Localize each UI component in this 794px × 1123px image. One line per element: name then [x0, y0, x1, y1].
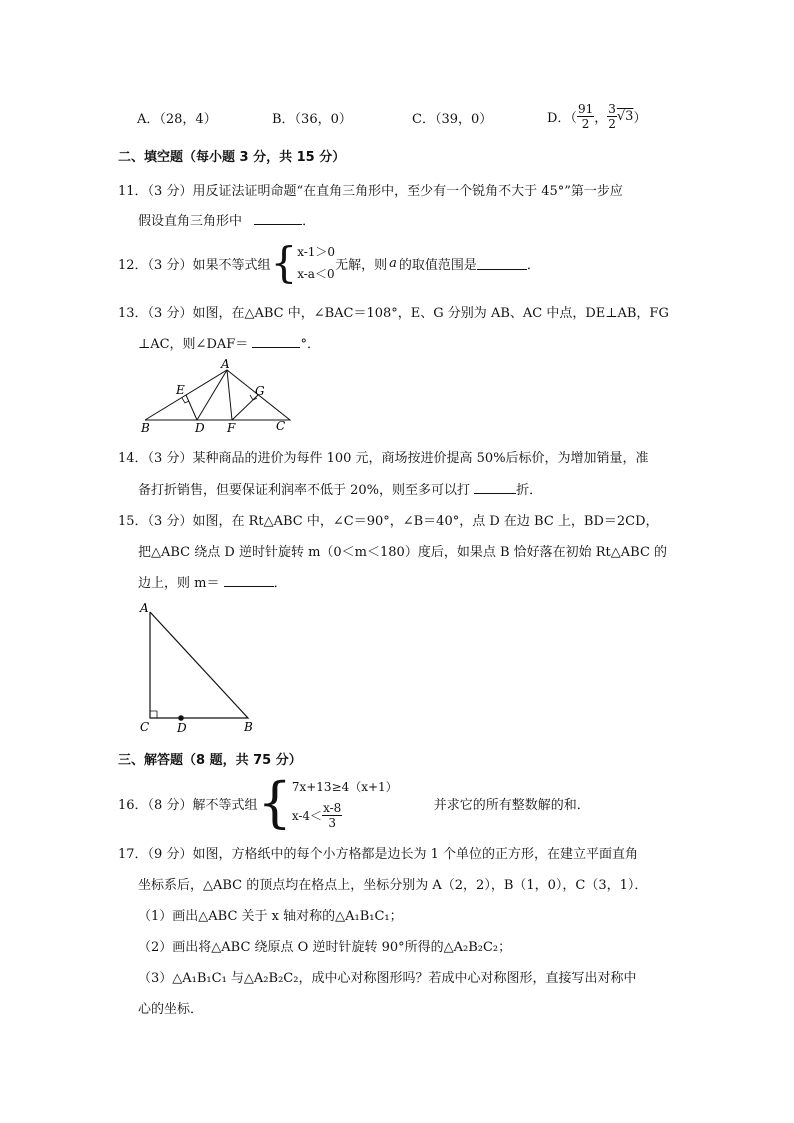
label-c: C: [140, 720, 150, 734]
q14-line-1: 14．（3 分）某种商品的进价为每件 100 元，商场按进价提高 50%后标价，为增加销量，准: [118, 451, 649, 466]
q15-answer-blank[interactable]: [224, 574, 274, 587]
q13-line-1: 13．（3 分）如图，在△ABC 中，∠BAC＝108°，E、G 分别为 AB、AC 中点，DE⊥AB，FG: [118, 306, 669, 321]
triangle-abc: [150, 612, 248, 718]
q15-right-triangle-figure: [132, 598, 272, 738]
label-f: F: [227, 421, 236, 434]
fraction-denominator: 3: [328, 815, 336, 830]
q13-answer-blank[interactable]: [252, 335, 300, 348]
q11-end: ．: [302, 214, 316, 229]
q15-text: 边上，则 m＝: [138, 576, 220, 591]
q14-answer-blank[interactable]: [474, 481, 516, 494]
q16-prefix: 16．（8 分）解不等式组: [118, 797, 258, 813]
q17-sub-1: （1）画出△ABC 关于 x 轴对称的△A₁B₁C₁；: [138, 909, 403, 924]
option-c: C．（39，0）: [412, 112, 493, 127]
point-d-icon: [178, 715, 184, 721]
label-a: A: [140, 601, 149, 615]
section-2-title: 二、填空题（每小题 3 分，共 15 分）: [118, 150, 346, 165]
option-d-prefix: D．（: [547, 110, 577, 126]
q12-mid: 无解，则: [335, 257, 388, 273]
option-d-suffix: ）: [633, 110, 647, 126]
fraction-denominator: 2: [581, 116, 590, 131]
q13-triangle-figure: [135, 356, 300, 434]
q16: [118, 771, 590, 834]
left-brace-icon: {: [257, 771, 292, 834]
q17-sub-2: （2）画出将△ABC 绕原点 O 逆时针旋转 90°所得的△A₂B₂C₂；: [138, 940, 512, 955]
q12-inequality-2: x-a＜0: [297, 267, 335, 281]
label-g: G: [255, 384, 265, 398]
q14-end: 折．: [516, 483, 543, 498]
option-d-comma: ，: [594, 110, 608, 126]
q12-suffix: 的取值范围是: [398, 257, 477, 273]
q15-end: ．: [273, 576, 287, 591]
q15-line-3: [138, 572, 287, 591]
left-brace-icon: {: [270, 238, 298, 287]
q12-var: a: [389, 255, 397, 271]
q17-sub-3-line-1: （3）△A₁B₁C₁ 与△A₂B₂C₂，成中心对称图形吗？若成中心对称图形，直接写出对称中: [138, 971, 637, 986]
q14-text: 备打折销售，但要保证利润率不低于 20%，则至多可以打: [138, 483, 471, 498]
label-d: D: [195, 421, 205, 434]
q12-end: ．: [526, 257, 540, 273]
q11-answer-blank[interactable]: [254, 212, 302, 225]
triangle-abc: [145, 370, 290, 420]
segment-de: [186, 395, 197, 420]
q17-line-2: 坐标系后，△ABC 的顶点均在格点上，坐标分别为 A（2，2），B（1，0），C（3，1）．: [138, 878, 648, 893]
q16-inequality-2: [292, 801, 398, 830]
q17-sub-3-line-2: 心的坐标．: [138, 1002, 204, 1017]
q12-answer-blank[interactable]: [477, 257, 527, 270]
q11-line-1: 11．（3 分）用反证法证明命题“在直角三角形中，至少有一个锐角不大于 45°”第一步应: [118, 184, 623, 199]
q15-line-1: 15．（3 分）如图，在 Rt△ABC 中，∠C＝90°，∠B＝40°，点 D 在边 BC 上，BD＝2CD，: [118, 514, 659, 529]
option-d-sqrt: √3: [616, 108, 634, 124]
option-a: A．（28，4）: [137, 112, 217, 127]
q12-inequality-1: x-1＞0: [297, 245, 336, 259]
fraction-numerator: 3: [608, 101, 616, 116]
q12-system: [297, 241, 335, 285]
segment-af: [227, 370, 232, 420]
q16-fraction: [322, 801, 342, 830]
q11-line-2: [138, 210, 315, 229]
option-b: B．（36，0）: [272, 112, 352, 127]
label-c: C: [276, 419, 286, 433]
option-d-fraction-1: [577, 102, 594, 131]
q12-prefix: 12．（3 分）如果不等式组: [118, 257, 271, 273]
q12: [118, 240, 540, 286]
label-b: B: [141, 421, 150, 434]
q11-text: 假设直角三角形中: [138, 214, 243, 229]
q16-system: [292, 777, 398, 830]
label-e: E: [176, 383, 185, 397]
q13-text: ⊥AC，则∠DAF＝: [138, 337, 249, 352]
q13-end: °．: [300, 337, 320, 352]
q17-line-1: 17．（9 分）如图，方格纸中的每个小方格都是边长为 1 个单位的正方形，在建立平面直角: [118, 847, 638, 862]
segment-fg: [232, 395, 258, 420]
label-a: A: [221, 357, 230, 371]
q16-suffix: 并求它的所有整数解的和．: [433, 797, 590, 813]
label-b: B: [244, 720, 253, 734]
q15-line-2: 把△ABC 绕点 D 逆时针旋转 m（0＜m＜180）度后，如果点 B 恰好落在初始 Rt△ABC 的: [138, 545, 668, 560]
label-d: D: [177, 721, 187, 735]
q14-line-2: [138, 479, 542, 498]
fraction-denominator: 2: [608, 116, 616, 131]
segment-ad: [197, 370, 227, 420]
fraction-numerator: 91: [577, 101, 594, 116]
option-d-fraction-2: [607, 102, 617, 131]
q13-line-2: [138, 333, 320, 352]
q16-inequality-1: 7x+13≥4（x+1）: [291, 779, 398, 794]
right-angle-mark-c: [150, 711, 157, 718]
q16-inequality-2-left: x-4＜: [291, 808, 323, 823]
fraction-numerator: x-8: [323, 800, 342, 815]
option-d: [547, 98, 646, 134]
section-3-title: 三、解答题（8 题，共 75 分）: [118, 753, 302, 768]
